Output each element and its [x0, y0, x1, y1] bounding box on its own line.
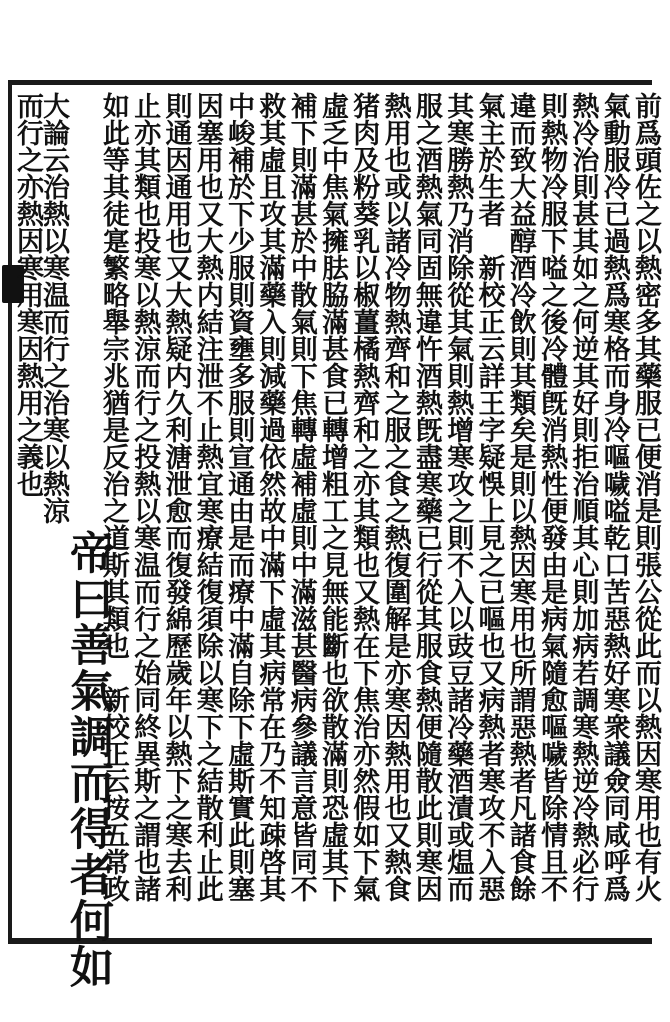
text-column-19: 大論云治熱以寒温而行之治寒以熱涼	[38, 92, 69, 524]
text-column-4: 則熱物冷服下嗌之後冷體旣消熱性便發由是病氣隨愈嘔噦皆除情且不	[536, 92, 568, 902]
text-column-9: 熱用也或以諸冷物熱齊和之服之食之熱復圍解是亦寒因熱用也又熱食	[379, 92, 411, 902]
text-column-16: 則通因通用也又大熱疑内久利溏泄愈而復發綿歷歲年以熱下之寒去利	[160, 92, 192, 902]
frame-top-border	[8, 80, 652, 85]
text-column-3: 熱冷治則甚其如之何逆其好則拒治順其心則加病若調寒熱逆冷熱必行	[567, 92, 599, 902]
text-column-15: 因塞用也又大熱内結注泄不止熱宜寒療結復須除以寒下之結散利止此	[191, 92, 223, 902]
text-column-6: 氣主於生者 新校正云詳王字疑悞上見之已嘔也又病熱者寒攻不入惡	[473, 92, 505, 902]
text-column-14: 中峻補於下少服則資壅多服則宣通由是而療中滿自除下虛斯實此則塞	[223, 92, 255, 902]
text-column-8: 服之酒熱氣同固無違忤酒熱旣盡寒藥已行從其服食熱便隨散此則寒因	[410, 92, 442, 902]
text-column-18: 如此等其徒寔繁略舉宗兆猶是反治之道斯其類也 新校正云按五常政	[97, 92, 129, 902]
text-column-11: 虛乏中焦氣擁胠脇滿甚食已轉增粗工之見無能斷也欲散滿則恐虛其下	[317, 92, 348, 902]
text-column-10: 猪肉及粉葵乳以椒薑橘熱齊和之亦其類也又熱在下焦治亦然假如下氣	[348, 92, 380, 902]
text-column-1: 前爲頭佐之以熱密多其藥服已便消是則張公從此而以熱因寒用也有火	[630, 92, 661, 902]
text-column-12: 補下則滿甚於中散氣則下焦轉虛補虛則中滿滋甚醫病參議言意皆同不	[285, 92, 317, 902]
section-heading: 帝曰善氣調而得者何如	[62, 530, 113, 990]
text-column-2: 氣動服冷已過熱爲寒格而身冷嘔噦嗌乾口苦惡熱好寒衆議僉同咸呼爲	[598, 92, 630, 902]
text-column-5: 違而致大益醇酒冷飲則其類矣是則以熱因寒用也所謂惡熱者凡諸食餘	[504, 92, 536, 902]
text-column-17: 止亦其類也投寒以熱涼而行之投熱以寒温而行之始同終異斯之謂也諸	[129, 92, 161, 902]
text-column-13: 救其虛且攻其滿藥入則減藥過依然故中滿下虛其病常在乃不知疎啓其	[254, 92, 286, 902]
text-column-7: 其寒勝熱乃消除從其氣則熱增寒攻之則不入以豉豆諸冷藥酒漬或煴而	[442, 92, 474, 902]
text-column-20: 而行之亦熱因寒用寒因熱用之義也	[12, 92, 43, 497]
